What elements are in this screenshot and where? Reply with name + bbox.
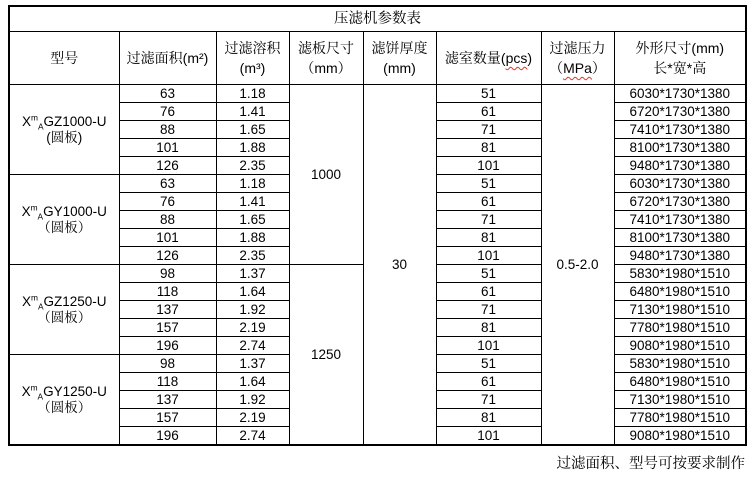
cell-volume: 2.19 xyxy=(216,409,289,427)
cell-volume: 1.41 xyxy=(216,193,289,211)
cell-volume: 1.88 xyxy=(216,229,289,247)
cell-volume: 1.18 xyxy=(216,85,289,103)
header-filter-pressure-line2 xyxy=(542,58,614,78)
cell-area: 88 xyxy=(119,211,216,229)
cell-dims: 6720*1730*1380 xyxy=(614,193,746,211)
header-filter-pressure xyxy=(541,32,614,85)
cell-volume: 1.92 xyxy=(216,391,289,409)
cell-chambers: 81 xyxy=(436,319,541,337)
model-cell-gz1000 xyxy=(9,85,119,175)
cell-chambers: 71 xyxy=(436,121,541,139)
cell-area: 63 xyxy=(119,175,216,193)
cell-chambers: 61 xyxy=(436,193,541,211)
cell-area: 137 xyxy=(119,391,216,409)
pressure-paren-open: （ xyxy=(549,60,564,76)
cell-volume: 1.88 xyxy=(216,139,289,157)
header-plate-size xyxy=(289,32,363,85)
header-plate-size-line2: （mm） xyxy=(300,60,352,76)
cell-area: 126 xyxy=(119,157,216,175)
cell-area: 126 xyxy=(119,247,216,265)
cell-area: 157 xyxy=(119,319,216,337)
cell-area: 137 xyxy=(119,301,216,319)
cell-dims: 7410*1730*1380 xyxy=(614,211,746,229)
cell-dims: 7130*1980*1510 xyxy=(614,391,746,409)
cell-volume: 1.65 xyxy=(216,121,289,139)
cell-cake-thickness: 30 xyxy=(363,85,436,446)
header-filter-volume-line1: 过滤溶积 xyxy=(224,39,281,56)
cell-area: 88 xyxy=(119,121,216,139)
model-cell-gz1250 xyxy=(9,265,119,355)
cell-plate-size-1000: 1000 xyxy=(289,85,363,265)
cell-volume: 1.37 xyxy=(216,355,289,373)
cell-area: 157 xyxy=(119,409,216,427)
cell-dims: 7780*1980*1510 xyxy=(614,319,746,337)
model-name: $X^m_AGZ1000-U$ xyxy=(21,112,107,132)
cell-chambers: 51 xyxy=(436,85,541,103)
cell-dims: 6030*1730*1380 xyxy=(614,175,746,193)
cell-area: 98 xyxy=(119,265,216,283)
model-name: $X^m_AGY1250-U$ xyxy=(21,382,107,402)
header-cake-thickness-line1: 滤饼厚度 xyxy=(371,39,428,56)
cell-dims: 5830*1980*1510 xyxy=(614,265,746,283)
table-row xyxy=(9,85,746,103)
cell-chambers: 81 xyxy=(436,409,541,427)
header-filter-volume xyxy=(216,32,289,85)
header-row xyxy=(9,32,746,85)
header-outer-dimensions-line1: 外形尺寸(mm) xyxy=(635,39,725,56)
cell-area: 196 xyxy=(119,427,216,446)
header-model: 型号 xyxy=(9,32,119,85)
cell-dims: 9080*1980*1510 xyxy=(614,427,746,446)
model-note: (圆板) xyxy=(46,129,83,145)
cell-chambers: 51 xyxy=(436,355,541,373)
cell-chambers: 51 xyxy=(436,175,541,193)
cell-chambers: 81 xyxy=(436,229,541,247)
header-cake-thickness xyxy=(363,32,436,85)
cell-volume: 1.37 xyxy=(216,265,289,283)
cell-plate-size-1250: 1250 xyxy=(289,265,363,446)
cell-volume: 1.92 xyxy=(216,301,289,319)
cell-area: 101 xyxy=(119,139,216,157)
cell-area: 63 xyxy=(119,85,216,103)
cell-volume: 1.64 xyxy=(216,283,289,301)
cell-volume: 2.19 xyxy=(216,319,289,337)
cell-volume: 1.65 xyxy=(216,211,289,229)
cell-dims: 6480*1980*1510 xyxy=(614,373,746,391)
cell-area: 118 xyxy=(119,283,216,301)
cell-dims: 5830*1980*1510 xyxy=(614,355,746,373)
cell-volume: 2.74 xyxy=(216,337,289,355)
cell-dims: 6030*1730*1380 xyxy=(614,85,746,103)
cell-volume: 2.35 xyxy=(216,247,289,265)
header-cake-thickness-line2: (mm) xyxy=(383,60,416,76)
cell-dims: 8100*1730*1380 xyxy=(614,229,746,247)
cell-dims: 6720*1730*1380 xyxy=(614,103,746,121)
header-filter-volume-line2: (m³) xyxy=(239,60,266,76)
cell-chambers: 101 xyxy=(436,247,541,265)
footer-note: 过滤面积、型号可按要求制作 xyxy=(556,456,745,472)
cell-dims: 9480*1730*1380 xyxy=(614,247,746,265)
parameter-table xyxy=(8,5,747,446)
table-title: 压滤机参数表 xyxy=(9,6,746,32)
header-outer-dimensions-line2: 长*宽*高 xyxy=(653,60,707,76)
cell-dims: 7780*1980*1510 xyxy=(614,409,746,427)
cell-dims: 6480*1980*1510 xyxy=(614,283,746,301)
pressure-paren-close: ） xyxy=(591,60,606,76)
cell-chambers: 71 xyxy=(436,391,541,409)
spellcheck-word-pcs: pcs xyxy=(505,49,528,66)
header-chamber-count xyxy=(436,32,541,85)
cell-pressure: 0.5-2.0 xyxy=(541,85,614,446)
cell-dims: 7410*1730*1380 xyxy=(614,121,746,139)
cell-area: 101 xyxy=(119,229,216,247)
cell-chambers: 101 xyxy=(436,427,541,446)
header-filter-pressure-line1: 过滤压力 xyxy=(549,39,606,56)
model-note: （圆板） xyxy=(37,399,92,415)
model-note: （圆板） xyxy=(37,309,92,325)
cell-volume: 1.41 xyxy=(216,103,289,121)
cell-dims: 9480*1730*1380 xyxy=(614,157,746,175)
cell-chambers: 101 xyxy=(436,337,541,355)
cell-dims: 7130*1980*1510 xyxy=(614,301,746,319)
cell-area: 76 xyxy=(119,193,216,211)
cell-chambers: 61 xyxy=(436,103,541,121)
spellcheck-word-mpa: MPa xyxy=(563,60,592,76)
header-outer-dimensions xyxy=(614,32,746,85)
cell-chambers: 71 xyxy=(436,211,541,229)
cell-volume: 1.64 xyxy=(216,373,289,391)
model-note: （圆板） xyxy=(37,219,92,235)
cell-area: 196 xyxy=(119,337,216,355)
cell-volume: 2.74 xyxy=(216,427,289,446)
cell-chambers: 101 xyxy=(436,157,541,175)
model-cell-gy1250 xyxy=(9,355,119,446)
title-row xyxy=(9,6,746,32)
cell-volume: 1.18 xyxy=(216,175,289,193)
cell-chambers: 81 xyxy=(436,139,541,157)
model-name: $X^m_AGY1000-U$ xyxy=(21,202,107,222)
cell-area: 76 xyxy=(119,103,216,121)
cell-dims: 9080*1980*1510 xyxy=(614,337,746,355)
cell-volume: 2.35 xyxy=(216,157,289,175)
header-filter-area: 过滤面积(m²) xyxy=(119,32,216,85)
header-chamber-count-paren: ) xyxy=(527,49,533,66)
cell-chambers: 61 xyxy=(436,373,541,391)
header-chamber-count-text: 滤室数量( xyxy=(444,49,506,66)
model-cell-gy1000 xyxy=(9,175,119,265)
cell-dims: 8100*1730*1380 xyxy=(614,139,746,157)
cell-chambers: 61 xyxy=(436,283,541,301)
cell-area: 118 xyxy=(119,373,216,391)
cell-chambers: 51 xyxy=(436,265,541,283)
cell-chambers: 71 xyxy=(436,301,541,319)
model-name: $X^m_AGZ1250-U$ xyxy=(21,292,107,312)
cell-area: 98 xyxy=(119,355,216,373)
header-plate-size-line1: 滤板尺寸 xyxy=(298,39,354,56)
